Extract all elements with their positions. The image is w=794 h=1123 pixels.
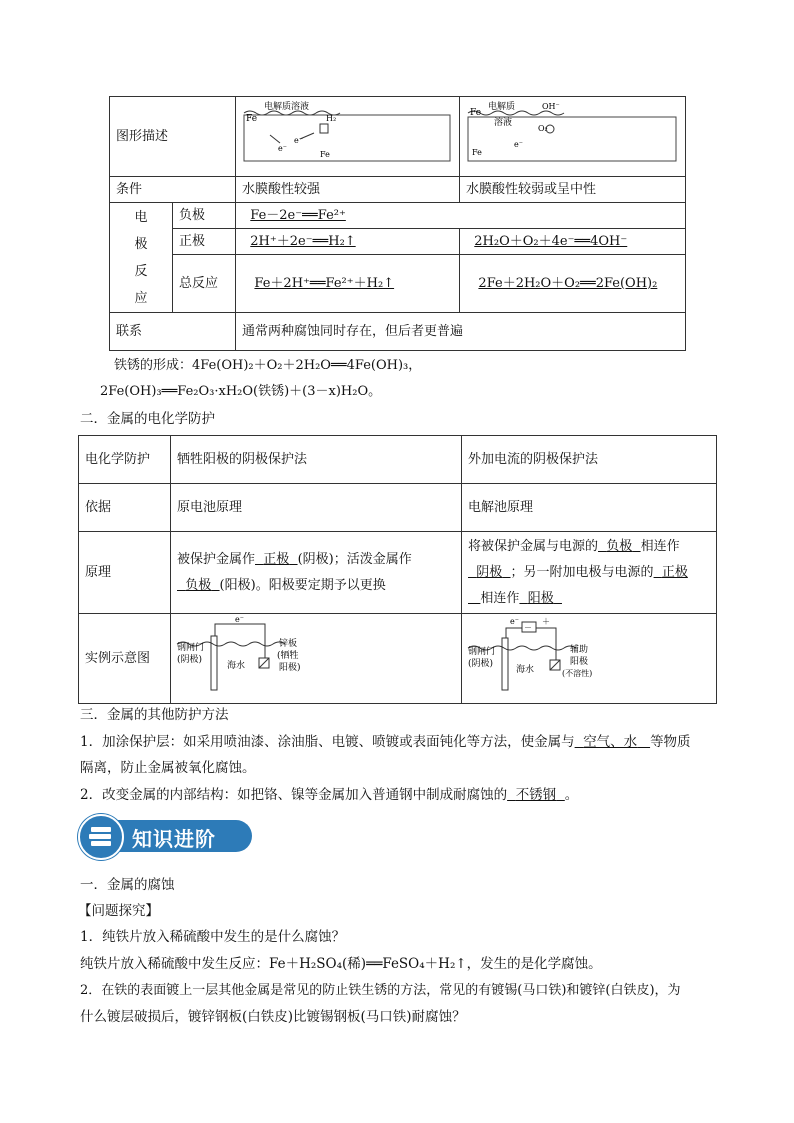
hydrogen-figure [236,97,460,177]
hydrogen-corrosion-diagram [240,99,454,165]
fig-label: e⁻ [294,136,303,145]
fig-label: (阴极) [468,659,494,669]
condition-oxygen: 水膜酸性较弱或呈中性 [460,177,686,203]
fig-label: － [524,623,532,632]
answer-1: 纯铁片放入稀硫酸中发生反应：Fe＋H₂SO₄(稀)══FeSO₄＋H₂↑，发生的是化学腐蚀。 [80,956,602,972]
question-1: 1．纯铁片放入稀硫酸中发生的是什么腐蚀？ [80,929,346,945]
fig-label: ＋ [542,617,550,626]
impressed-current-diagram [466,616,626,692]
item1-line1: 1．加涂保护层：如采用喷油漆、涂油脂、电镀、喷镀或表面钝化等方法，使金属与 空气、水 等物质 [80,734,691,750]
fig-label: 电解质 [488,102,516,112]
impressed-header: 外加电流的阴极保护法 [462,436,717,484]
fig-label: 阳极) [279,663,301,673]
question-2-line1: 2．在铁的表面镀上一层其他金属是常见的防止铁生锈的方法，常见的有镀锡(马口铁)和镀锌(白铁皮)，为 [80,983,681,998]
total-equation-hydrogen: Fe＋2H⁺══Fe²⁺＋H₂↑ [236,255,460,313]
fig-label: 阳极 [570,657,589,667]
principle-sacrificial: 被保护金属作 正极 (阴极)；活泼金属作 负极 (阳极)。阳极要定期予以更换 [171,532,462,614]
oxygen-corrosion-diagram [464,99,680,165]
relation-text: 通常两种腐蚀同时存在，但后者更普遍 [236,313,686,351]
total-label: 总反应 [173,255,236,313]
example-label: 实例示意图 [79,614,171,704]
fig-label: 电解质溶液 [264,102,310,112]
corrosion-table [109,96,686,351]
fig-label: 锌板 [279,639,298,649]
item1-line2: 隔离，防止金属被氧化腐蚀。 [80,760,256,776]
fig-label: 溶液 [494,118,513,128]
fig-label: 钢闸门 [177,643,205,653]
section2-title: 二．金属的电化学防护 [80,411,215,427]
method-header: 电化学防护 [79,436,171,484]
fig-label: Fe [246,114,258,124]
sacrificial-header: 牺牲阳极的阴极保护法 [171,436,462,484]
fig-label: H₂ [326,114,337,123]
item2-line: 2．改变金属的内部结构：如把铬、镍等金属加入普通钢中制成耐腐蚀的 不锈钢 。 [80,787,579,803]
basis-impressed: 电解池原理 [462,484,717,532]
basis-label: 依据 [79,484,171,532]
section3-title: 三．金属的其他防护方法 [80,707,229,723]
inquiry-label: 【问题探究】 [78,903,159,919]
principle-impressed: 将被保护金属与电源的 负极 相连作 阴极 ；另一附加电极与电源的 正极 相连作 阳极 [462,532,717,614]
fig-label: OH⁻ [542,102,560,111]
oxygen-figure [460,97,686,177]
fig-label: Fe [472,148,482,157]
rust-formation-line2: 2Fe(OH)₃══Fe₂O₃·xH₂O(铁锈)＋(3－x)H₂O。 [100,384,382,399]
positive-equation-hydrogen: 2H⁺＋2e⁻══H₂↑ [236,229,460,255]
knowledge-banner [78,814,252,856]
condition-hydrogen: 水膜酸性较强 [236,177,460,203]
fig-label: 海水 [516,665,535,675]
fig-label: (不溶性) [562,669,593,678]
fig-label: 辅助 [570,645,589,655]
fig-label: e⁻ [514,140,523,149]
rust-formation-line1: 铁锈的形成：4Fe(OH)₂＋O₂＋2H₂O══4Fe(OH)₃， [114,358,422,373]
sacrificial-figure [171,614,462,704]
negative-label: 负极 [173,203,236,229]
fig-label: (牺牲 [277,651,299,661]
basis-sacrificial: 原电池原理 [171,484,462,532]
relation-label: 联系 [110,313,236,351]
electrode-reaction-label: 电 极 反 应 [110,203,173,313]
fig-label: Fe [320,150,330,159]
fig-label: e⁻ [510,617,519,626]
fig-label: Fe [470,108,482,118]
principle-label: 原理 [79,532,171,614]
total-equation-oxygen: 2Fe＋2H₂O＋O₂══2Fe(OH)₂ [460,255,686,313]
question-2-line2: 什么镀层破损后，镀锌钢板(白铁皮)比镀锡钢板(马口铁)耐腐蚀？ [80,1009,466,1025]
positive-equation-oxygen: 2H₂O＋O₂＋4e⁻══4OH⁻ [460,229,686,255]
sacrificial-anode-diagram [175,616,335,692]
banner-title: 知识进阶 [132,827,216,851]
fig-label: 钢闸门 [468,647,496,657]
impressed-figure [462,614,717,704]
fig-label: e⁻ [278,144,287,153]
fig-label: 海水 [227,661,246,671]
positive-label: 正极 [173,229,236,255]
negative-equation: Fe－2e⁻══Fe²⁺ [236,203,686,229]
graph-label: 图形描述 [110,97,236,177]
fig-label: e⁻ [235,616,244,624]
books-icon [78,814,124,860]
fig-label: O₂ [538,124,548,133]
condition-label: 条件 [110,177,236,203]
protection-table [78,435,717,704]
fig-label: (阴极) [177,655,203,665]
part1-title: 一．金属的腐蚀 [80,877,175,893]
